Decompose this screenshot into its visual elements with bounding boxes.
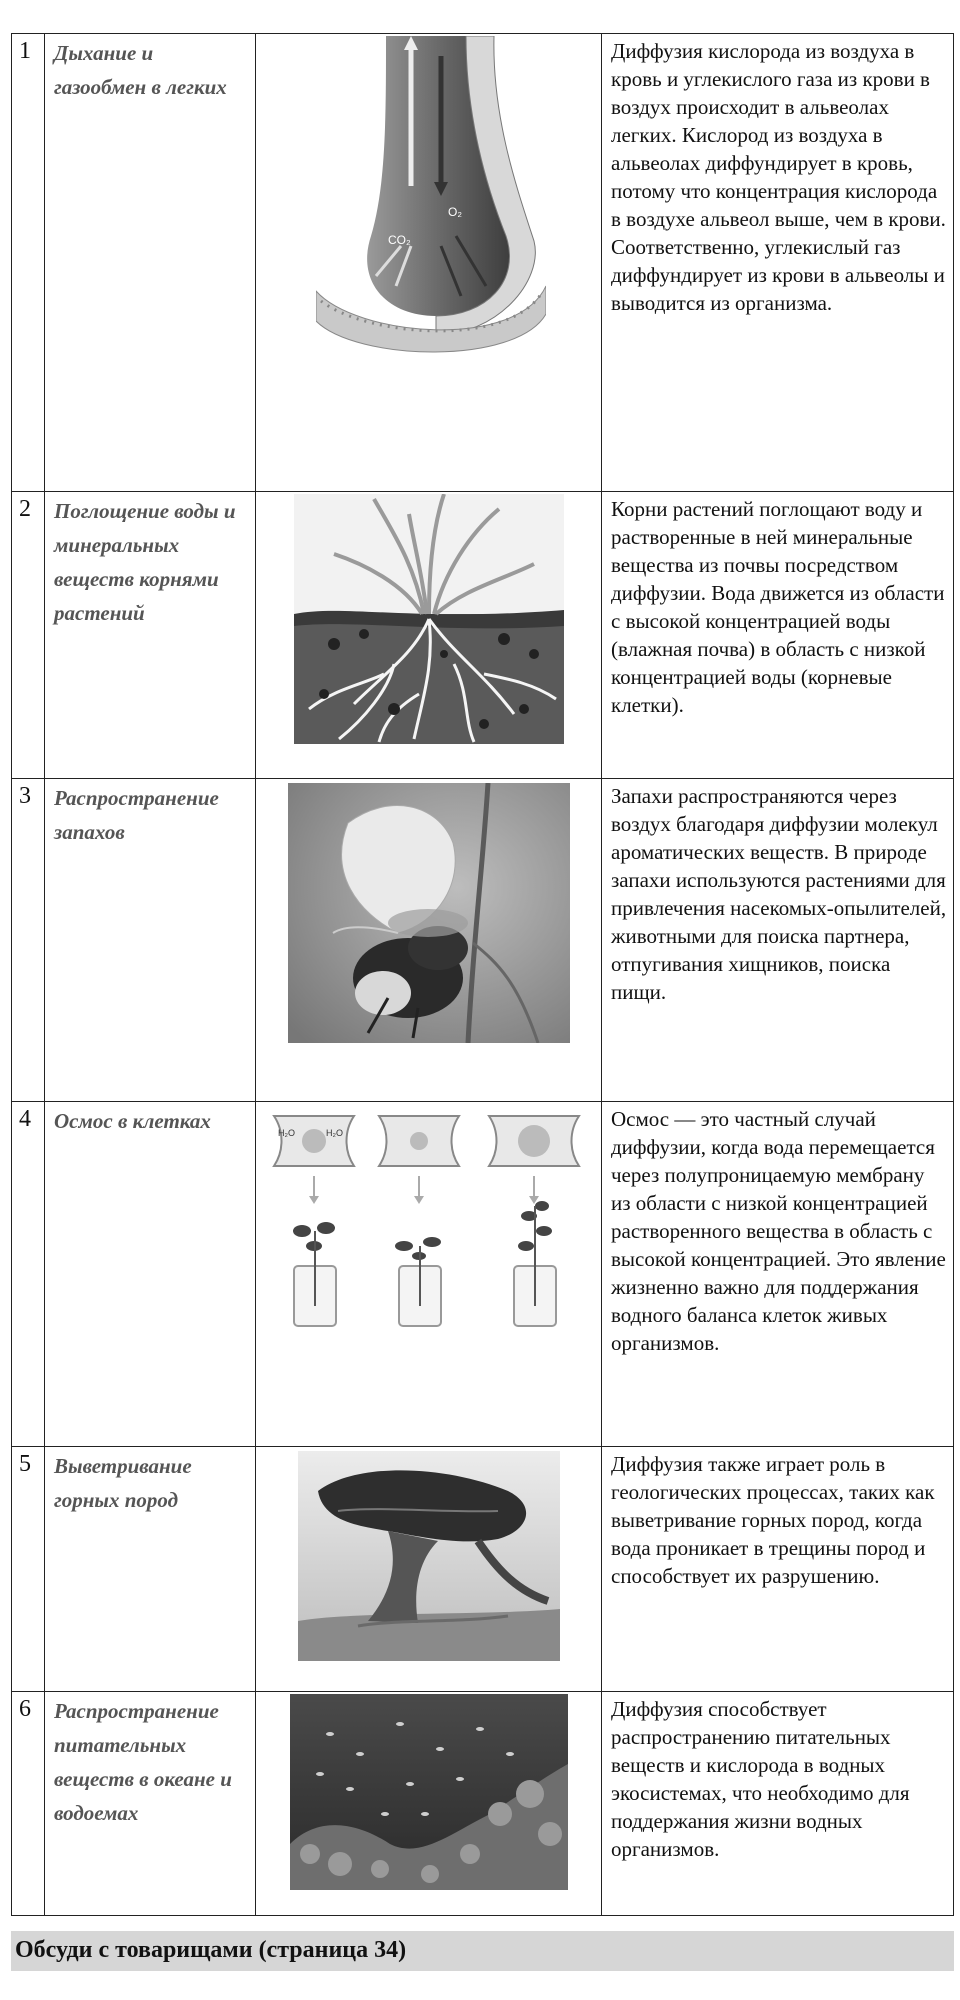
row-title: Распространение питательных веществ в океане и водоемах — [54, 1699, 232, 1825]
row-number: 6 — [19, 1696, 31, 1722]
o2-label: O₂ — [448, 205, 462, 219]
alveolus-gas-exchange-illustration — [316, 36, 546, 354]
table-row — [12, 1102, 954, 1447]
bumblebee-photo — [288, 783, 570, 1043]
table-row — [12, 779, 954, 1102]
row-number: 3 — [19, 783, 31, 809]
row-description: Корни растений поглощают воду и растворенные в ней минеральные вещества из почвы посредством диффузии. Вода движется из области с высокой концентрацией воды (влажная почва) в область с низкой концентрацией воды (корневые клетки). — [611, 497, 945, 717]
image-cell — [256, 1102, 602, 1447]
image-cell — [256, 1692, 602, 1916]
image-cell — [256, 1447, 602, 1692]
osmosis-illustration — [264, 1106, 594, 1336]
table-row — [12, 1447, 954, 1692]
row-number: 2 — [19, 496, 31, 522]
diffusion-examples-table — [11, 33, 954, 1916]
coral-reef-photo — [290, 1694, 568, 1890]
row-description: Диффузия также играет роль в геологических процессах, таких как выветривание горных пород, когда вода проникает в трещины пород и способствует их разрушению. — [611, 1452, 935, 1588]
table-row — [12, 492, 954, 779]
row-number: 1 — [19, 38, 31, 64]
row-title: Дыхание и газообмен в легких — [54, 41, 227, 99]
row-title: Поглощение воды и минеральных веществ корнями растений — [54, 499, 236, 625]
image-cell — [256, 492, 602, 779]
h2o-label: H₂O — [326, 1128, 343, 1138]
discuss-banner — [11, 1931, 954, 1971]
table-row — [12, 1692, 954, 1916]
discuss-heading: Обсуди с товарищами (страница 34) — [15, 1937, 407, 1963]
weathered-rock-photo — [298, 1451, 560, 1661]
image-cell — [256, 779, 602, 1102]
image-cell — [256, 34, 602, 492]
row-description: Запахи распространяются через воздух благодаря диффузии молекул ароматических веществ. В природе запахи используются растениями для привлечения насекомых-опылителей, животными для поиска партнера, отпугивания хищников, поиска пищи. — [611, 784, 947, 1004]
row-number-cell — [12, 34, 45, 492]
row-title: Выветривание горных пород — [54, 1454, 192, 1512]
row-title: Распространение запахов — [54, 786, 219, 844]
plant-roots-illustration — [294, 494, 564, 744]
row-description: Осмос — это частный случай диффузии, когда вода перемещается через полупроницаемую мембрану из области с низкой концентрацией растворенного вещества в область с высокой концентрацией. Это явление жизненно важно для поддержания водного баланса клеток живых организмов. — [611, 1107, 946, 1355]
h2o-label: H₂O — [278, 1128, 295, 1138]
row-number: 4 — [19, 1106, 31, 1132]
row-description: Диффузия кислорода из воздуха в кровь и углекислого газа из крови в воздух происходит в альвеолах легких. Кислород из воздуха в альвеолах диффундирует в кровь, потому что концентрация кислорода в воздухе альвеол выше, чем в крови. Соответственно, углекислый газ диффундирует из крови в альвеолы и выводится из организма. — [611, 39, 946, 315]
table-row — [12, 34, 954, 492]
co2-label: CO₂ — [388, 233, 411, 247]
row-number: 5 — [19, 1451, 31, 1477]
row-description: Диффузия способствует распространению питательных веществ и кислорода в водных экосистемах, что необходимо для поддержания жизни водных организмов. — [611, 1697, 910, 1861]
row-title: Осмос в клетках — [54, 1109, 211, 1133]
